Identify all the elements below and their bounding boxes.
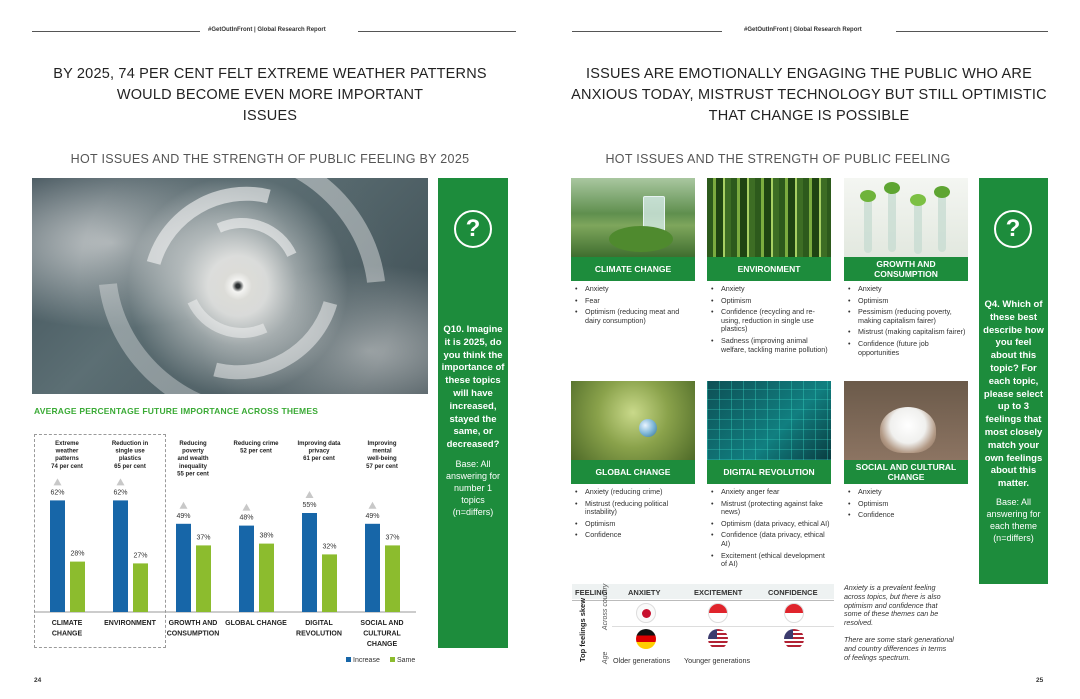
subtheme-label: single use xyxy=(115,448,145,455)
bar-value-label: 49% xyxy=(176,512,191,520)
left-page-subtitle: HOT ISSUES AND THE STRENGTH OF PUBLIC FEELING BY 2025 xyxy=(70,152,470,166)
subtheme-label: Reducing xyxy=(179,441,207,447)
bar-same xyxy=(70,562,85,612)
subtheme-label: 61 per cent xyxy=(303,456,335,463)
bar-value-label: 48% xyxy=(239,514,254,522)
singapore-flag-icon xyxy=(784,603,804,623)
category-label: CHANGE xyxy=(366,641,398,648)
theme-tile-global-change: GLOBAL CHANGE • Anxiety (reducing crime) • Mistrust (reducing political instability) • Optimism • Confidence xyxy=(571,381,695,543)
bubble-on-grass-image xyxy=(571,381,695,460)
bamboo-forest-image xyxy=(707,178,831,257)
theme-tile-environment: ENVIRONMENT • Anxiety • Optimism • Confidence (recycling and re-using, reduction in single use plastics) • Sadness (improving animal welfare, tackling marine pollution) xyxy=(707,178,831,357)
bar-value-label: 32% xyxy=(322,543,337,551)
bar-increase xyxy=(365,524,380,612)
page-number-right: 25 xyxy=(1036,677,1044,684)
theme-tile-social-and-cultural-change: SOCIAL AND CULTURAL CHANGE • Anxiety • Optimism • Confidence xyxy=(844,381,968,523)
subtheme-label: inequality xyxy=(178,463,208,470)
increase-arrow-icon xyxy=(117,478,125,485)
generational-note: There are some stark generational and country differences in terms of feelings spectrum. xyxy=(844,635,954,662)
bar-same xyxy=(196,545,211,612)
bar-increase xyxy=(176,524,191,612)
theme-tile-growth-and-consumption: GROWTH AND CONSUMPTION • Anxiety • Optimism • Pessimism (reducing poverty, making capitalism fairer) • Mistrust (making capitalism fairer) • Confidence (future job opportunities xyxy=(844,178,968,360)
bar-increase xyxy=(302,513,317,612)
increase-arrow-icon xyxy=(243,504,251,511)
subtheme-label: 52 per cent xyxy=(240,448,272,455)
subtheme-label: Improving xyxy=(367,441,397,447)
usa-flag-icon xyxy=(784,629,804,649)
subtheme-label: privacy xyxy=(308,448,330,455)
bar-increase xyxy=(113,500,128,612)
increase-arrow-icon xyxy=(369,502,377,509)
subtheme-label: mental xyxy=(372,448,392,455)
future-importance-bar-chart xyxy=(34,436,424,668)
hands-holding-image xyxy=(844,381,968,460)
subtheme-label: 57 per cent xyxy=(366,463,398,470)
waterfall-glass-image xyxy=(571,178,695,257)
chart-title: AVERAGE PERCENTAGE FUTURE IMPORTANCE ACROSS THEMES xyxy=(34,406,319,416)
top-feelings-skew-label: Top feelings skew xyxy=(578,597,587,662)
theme-tile-climate-change: CLIMATE CHANGE • Anxiety • Fear • Optimism (reducing meat and dairy consumption) xyxy=(571,178,695,328)
bar-increase xyxy=(239,526,254,612)
bar-same xyxy=(385,545,400,612)
left-page-title: BY 2025, 74 PER CENT FELT EXTREME WEATHER PATTERNS WOULD BECOME EVEN MORE IMPORTANT ISSUES xyxy=(53,66,487,124)
feelings-table-header: FEELING ANXIETY EXCITEMENT CONFIDENCE xyxy=(572,584,834,599)
category-label: GROWTH AND xyxy=(168,620,218,627)
increase-arrow-icon xyxy=(54,478,62,485)
across-country-label: Across country xyxy=(602,583,609,630)
bar-value-label: 28% xyxy=(70,550,85,558)
anxiety-note: Anxiety is a prevalent feeling across topics, but there is also optimism and confidence that some of these themes can be resolved. xyxy=(844,583,941,628)
bar-value-label: 49% xyxy=(365,512,380,520)
subtheme-label: weather xyxy=(55,448,79,455)
hurricane-satellite-image xyxy=(32,178,428,394)
subtheme-label: well-being xyxy=(367,456,397,463)
right-page-subtitle: HOT ISSUES AND THE STRENGTH OF PUBLIC FEELING xyxy=(605,152,951,166)
bar-value-label: 37% xyxy=(196,534,211,542)
age-label: Age xyxy=(602,651,609,664)
subtheme-label: Improving data xyxy=(297,441,341,447)
subtheme-label: 65 per cent xyxy=(114,463,146,470)
older-generations-label: Older generations xyxy=(613,656,671,665)
right-page-title: ISSUES ARE EMOTIONALLY ENGAGING THE PUBLIC WHO ARE ANXIOUS TODAY, MISTRUST TECHNOLOGY BUT STILL OPTIMISTIC THAT CHANGE IS POSSIBLE xyxy=(571,66,1047,124)
bar-value-label: 55% xyxy=(302,502,317,509)
subtheme-label: Extreme xyxy=(55,441,79,447)
younger-generations-label: Younger generations xyxy=(684,656,751,665)
japan-flag-icon xyxy=(636,603,656,623)
category-label: ENVIRONMENT xyxy=(104,620,156,627)
legend-swatch-increase xyxy=(346,657,351,662)
subtheme-label: poverty xyxy=(182,448,204,455)
subtheme-label: 74 per cent xyxy=(51,463,83,470)
bar-same xyxy=(133,563,148,612)
bar-value-label: 27% xyxy=(133,552,148,560)
question-mark-icon: ? xyxy=(454,210,492,248)
bar-same xyxy=(259,544,274,612)
category-label: CLIMATE xyxy=(51,620,83,627)
question-base-left: Base: All answering for number 1 topics (n=differs) xyxy=(445,459,501,517)
legend-swatch-same xyxy=(390,657,395,662)
bar-value-label: 62% xyxy=(113,489,128,497)
subtheme-label: Reducing crime xyxy=(233,441,279,447)
subtheme-label: patterns xyxy=(55,456,79,463)
bar-value-label: 38% xyxy=(259,532,274,540)
question-panel-right xyxy=(979,178,1048,584)
question-text-left: Q10. Imagine it is 2025, do you think the importance of these topics will have increased, stayed the same, or decreased? xyxy=(441,324,505,451)
header-text-left: #GetOutInFront | Global Research Report xyxy=(208,27,326,33)
category-label: REVOLUTION xyxy=(296,630,342,638)
legend-label-increase: Increase xyxy=(353,657,380,664)
increase-arrow-icon xyxy=(306,491,314,498)
feelings-table xyxy=(572,584,834,668)
bar-value-label: 62% xyxy=(50,489,65,497)
category-label: SOCIAL AND xyxy=(360,620,404,627)
subtheme-label: and wealth xyxy=(177,456,209,463)
header-text-right: #GetOutInFront | Global Research Report xyxy=(744,27,862,33)
subtheme-label: plastics xyxy=(118,456,142,463)
category-label: CULTURAL xyxy=(363,630,401,638)
increase-arrow-icon xyxy=(180,502,188,509)
usa-flag-icon xyxy=(708,629,728,649)
test-tube-plants-image xyxy=(844,178,968,257)
question-text-right: Q4. Which of these best describe how you feel about this topic? For each topic, please select up to 3 feelings that most closely match your own feelings about this matter. xyxy=(983,299,1044,490)
category-label: CONSUMPTION xyxy=(166,630,220,638)
bar-increase xyxy=(50,500,65,612)
question-panel-left xyxy=(438,178,508,648)
question-mark-icon: ? xyxy=(994,210,1032,248)
legend-label-same: Same xyxy=(397,657,416,664)
subtheme-label: 55 per cent xyxy=(177,471,209,478)
category-label: GLOBAL CHANGE xyxy=(225,620,287,627)
singapore-flag-icon xyxy=(708,603,728,623)
page-number-left: 24 xyxy=(34,677,42,684)
category-label: CHANGE xyxy=(51,630,83,638)
theme-tile-digital-revolution: DIGITAL REVOLUTION • Anxiety anger fear • Mistrust (protecting against fake news) • Optimism (data privacy, ethical AI) • Confidence (data privacy, ethical AI) • Excitement (ethical development of AI) xyxy=(707,381,831,572)
question-base-right: Base: All answering for each theme (n=differs) xyxy=(986,497,1041,543)
subtheme-label: Reduction in xyxy=(111,441,149,447)
bar-value-label: 37% xyxy=(385,534,400,542)
germany-flag-icon xyxy=(636,629,656,649)
bar-same xyxy=(322,554,337,612)
circuit-board-image xyxy=(707,381,831,460)
category-label: DIGITAL xyxy=(305,620,333,627)
